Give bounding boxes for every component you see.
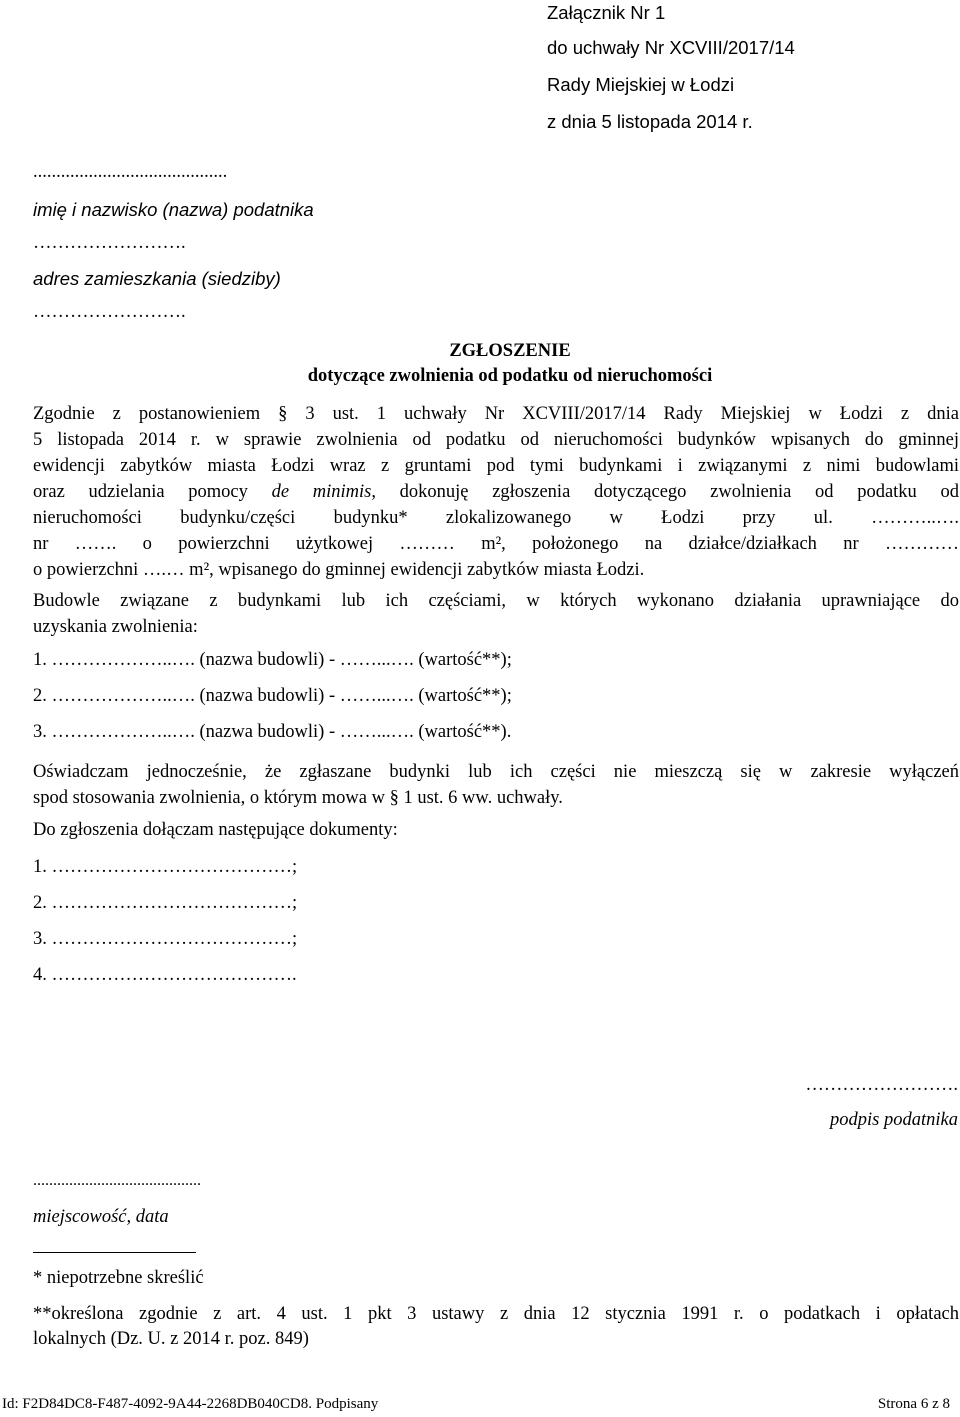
form-subtitle: dotyczące zwolnienia od podatku od nieruchomości (307, 366, 713, 386)
annex-date: z dnia 5 listopada 2014 r. (547, 111, 753, 132)
name-dots: .......................................... (33, 162, 228, 182)
annex-resolution: do uchwały Nr XCVIII/2017/14 (547, 37, 795, 58)
signature-label: podpis podatnika (830, 1110, 958, 1130)
paragraph-statement (33, 759, 959, 811)
document-item-2: 2. …………………………………; (33, 893, 298, 913)
footnote-2-line-2: lokalnych (Dz. U. z 2014 r. poz. 849) (33, 1329, 309, 1349)
documents-intro: Do zgłoszenia dołączam następujące dokumenty: (33, 820, 398, 840)
footnote-2-line-1: **określona zgodnie z art. 4 ust. 1 pkt 3 ustawy z dnia 12 stycznia 1991 r. o podatkach i opłatach (33, 1304, 959, 1324)
structure-item-1: 1. ………………..…. (nazwa budowli) - ……...…. (wartość**); (33, 650, 512, 670)
place-date-label: miejscowość, data (33, 1207, 169, 1227)
footer-document-id: Id: F2D84DC8-F487-4092-9A44-2268DB040CD8. Podpisany (2, 1396, 379, 1412)
paragraph-line (33, 479, 959, 505)
paragraph-structures (33, 588, 959, 640)
signature-dots: ……………………. (805, 1075, 958, 1095)
annex-title: Załącznik Nr 1 (547, 2, 666, 23)
paragraph-line: o powierzchni ….… m², wpisanego do gminnej ewidencji zabytków miasta Łodzi. (33, 560, 645, 580)
paragraph-line: spod stosowania zwolnienia, o którym mowa w § 1 ust. 6 ww. uchwały. (33, 788, 563, 808)
paragraph-line: nr ……. o powierzchni użytkowej ……… m², położonego na działce/działkach nr ………… (33, 534, 959, 554)
paragraph-line: 5 listopada 2014 r. w sprawie zwolnienia od podatku od nieruchomości budynków wpisanych do gminnej (33, 430, 959, 450)
address-dots: ……………………. (33, 233, 186, 253)
text-segment: oraz udzielania pomocy (33, 482, 248, 502)
document-item-3: 3. …………………………………; (33, 929, 298, 949)
paragraph-main (33, 401, 959, 583)
paragraph-line: Budowle związane z budynkami lub ich częściami, w których wykonano działania uprawniające do (33, 591, 959, 611)
paragraph-line: ewidencji zabytków miasta Łodzi wraz z gruntami pod tymi budynkami i związanymi z nimi budowlami (33, 456, 959, 476)
footnote-rule (33, 1252, 196, 1253)
paragraph-line: nieruchomości budynku/części budynku* zlokalizowanego w Łodzi przy ul. ………..…. (33, 508, 959, 528)
footer-page-number: Strona 6 z 8 (877, 1396, 950, 1412)
paragraph-line: uzyskania zwolnienia: (33, 617, 198, 637)
name-label: imię i nazwisko (nazwa) podatnika (33, 199, 314, 220)
structure-item-3: 3. ………………..…. (nazwa budowli) - ……...…. (wartość**). (33, 722, 512, 742)
de-minimis-term: de minimis (271, 482, 372, 502)
annex-council: Rady Miejskiej w Łodzi (547, 74, 735, 95)
structure-item-2: 2. ………………..…. (nazwa budowli) - ……...…. (wartość**); (33, 686, 512, 706)
place-dots: .......................................... (33, 1172, 201, 1189)
document-item-4: 4. …………………………………. (33, 965, 297, 985)
paragraph-line: Zgodnie z postanowieniem § 3 ust. 1 uchwały Nr XCVIII/2017/14 Rady Miejskiej w Łodzi z dnia (33, 404, 959, 424)
text-segment: , dokonuję zgłoszenia dotyczącego zwolnienia od podatku od (371, 482, 960, 502)
document-item-1: 1. …………………………………; (33, 857, 298, 877)
footnote-1: * niepotrzebne skreślić (33, 1268, 204, 1288)
paragraph-line: Oświadczam jednocześnie, że zgłaszane budynki lub ich części nie mieszczą się w zakresie wyłączeń (33, 762, 959, 782)
form-title: ZGŁOSZENIE (449, 341, 571, 361)
address-dots-2: ……………………. (33, 302, 186, 322)
address-label: adres zamieszkania (siedziby) (33, 268, 281, 289)
